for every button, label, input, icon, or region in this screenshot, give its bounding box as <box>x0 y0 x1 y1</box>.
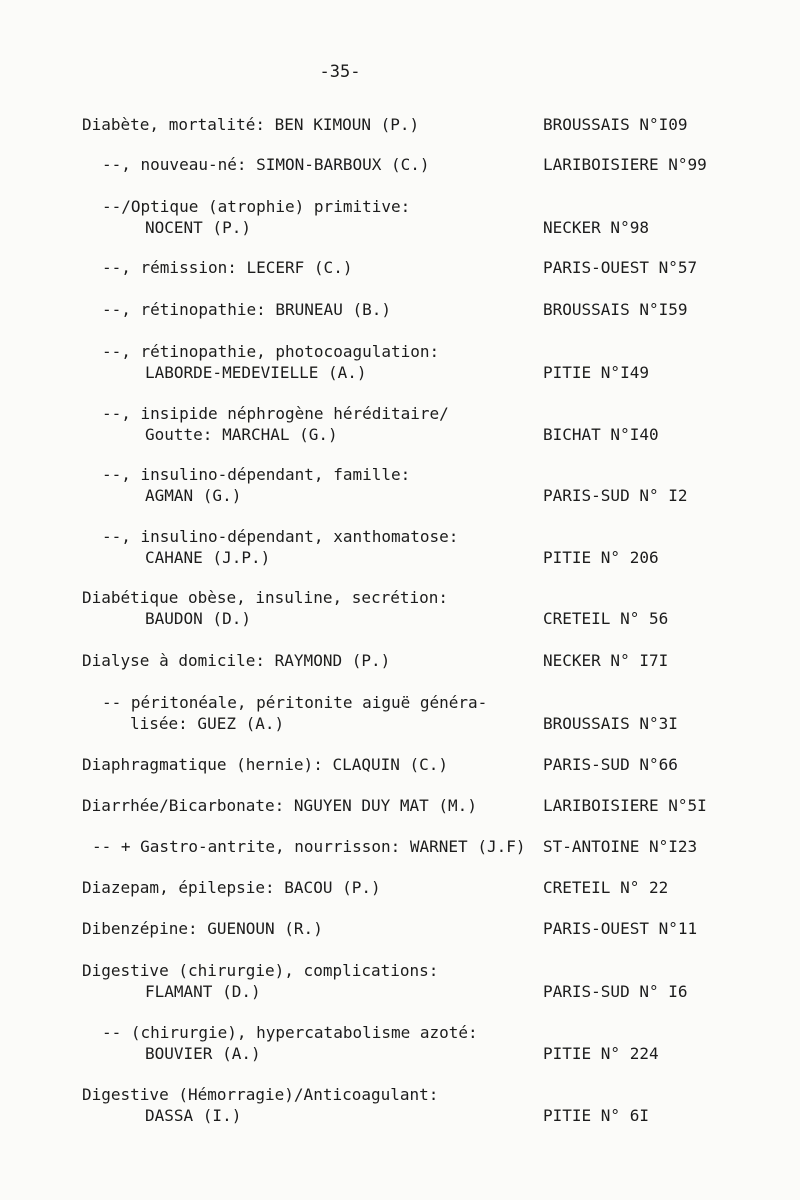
entry-subject: --, nouveau-né: SIMON-BARBOUX (C.) <box>102 155 430 174</box>
entry-location: PARIS-OUEST N°57 <box>543 258 698 277</box>
entry-location: BROUSSAIS N°3I <box>543 714 678 733</box>
entry-location: PITIE N° 206 <box>543 548 659 567</box>
entry-location: LARIBOISIERE N°5I <box>543 796 707 815</box>
entry-author: DASSA (I.) <box>145 1106 242 1125</box>
entry-subject: Diaphragmatique (hernie): CLAQUIN (C.) <box>82 755 449 774</box>
entry-subject: Digestive (chirurgie), complications: <box>82 961 439 980</box>
entry-location: PARIS-OUEST N°11 <box>543 919 698 938</box>
entry-author: lisée: GUEZ (A.) <box>130 714 285 733</box>
entry-subject: Dialyse à domicile: RAYMOND (P.) <box>82 651 391 670</box>
entry-author: LABORDE-MEDEVIELLE (A.) <box>145 363 367 382</box>
entry-subject: --, insulino-dépendant, xanthomatose: <box>102 527 459 546</box>
entry-author: BAUDON (D.) <box>145 609 251 628</box>
entry-location: PARIS-SUD N° I2 <box>543 486 688 505</box>
entry-subject: -- (chirurgie), hypercatabolisme azoté: <box>102 1023 478 1042</box>
entry-location: PITIE N° 6I <box>543 1106 649 1125</box>
entry-location: PARIS-SUD N° I6 <box>543 982 688 1001</box>
entry-subject: Dibenzépine: GUENOUN (R.) <box>82 919 323 938</box>
entry-location: NECKER N° I7I <box>543 651 669 670</box>
entry-author: CAHANE (J.P.) <box>145 548 271 567</box>
entry-location: BROUSSAIS N°I59 <box>543 300 688 319</box>
entry-subject: Digestive (Hémorragie)/Anticoagulant: <box>82 1085 439 1104</box>
entry-subject: Diazepam, épilepsie: BACOU (P.) <box>82 878 381 897</box>
entry-location: NECKER N°98 <box>543 218 649 237</box>
entry-subject: --, insulino-dépendant, famille: <box>102 465 411 484</box>
entry-subject: --, rétinopathie, photocoagulation: <box>102 342 440 361</box>
entry-author: FLAMANT (D.) <box>145 982 261 1001</box>
entry-location: BROUSSAIS N°I09 <box>543 115 688 134</box>
entry-subject: --, insipide néphrogène héréditaire/ <box>102 404 449 423</box>
entry-author: AGMAN (G.) <box>145 486 242 505</box>
entry-location: BICHAT N°I40 <box>543 425 659 444</box>
entry-location: PITIE N° 224 <box>543 1044 659 1063</box>
entry-location: PITIE N°I49 <box>543 363 649 382</box>
entry-author: BOUVIER (A.) <box>145 1044 261 1063</box>
entry-subject: -- + Gastro-antrite, nourrisson: WARNET (J.F) <box>92 837 526 856</box>
entry-subject: Diarrhée/Bicarbonate: NGUYEN DUY MAT (M.) <box>82 796 477 815</box>
entry-location: PARIS-SUD N°66 <box>543 755 678 774</box>
entry-subject: --, rémission: LECERF (C.) <box>102 258 353 277</box>
entry-subject: Diabète, mortalité: BEN KIMOUN (P.) <box>82 115 420 134</box>
page-number: -35- <box>319 62 361 82</box>
entry-subject: Diabétique obèse, insuline, secrétion: <box>82 588 449 607</box>
entry-location: ST-ANTOINE N°I23 <box>543 837 698 856</box>
entry-author: Goutte: MARCHAL (G.) <box>145 425 338 444</box>
entry-subject: --/Optique (atrophie) primitive: <box>102 197 411 216</box>
entry-subject: --, rétinopathie: BRUNEAU (B.) <box>102 300 391 319</box>
entry-subject: -- péritonéale, péritonite aiguë généra- <box>102 693 488 712</box>
entry-location: LARIBOISIERE N°99 <box>543 155 707 174</box>
entry-location: CRETEIL N° 22 <box>543 878 669 897</box>
entry-author: NOCENT (P.) <box>145 218 251 237</box>
entry-location: CRETEIL N° 56 <box>543 609 669 628</box>
